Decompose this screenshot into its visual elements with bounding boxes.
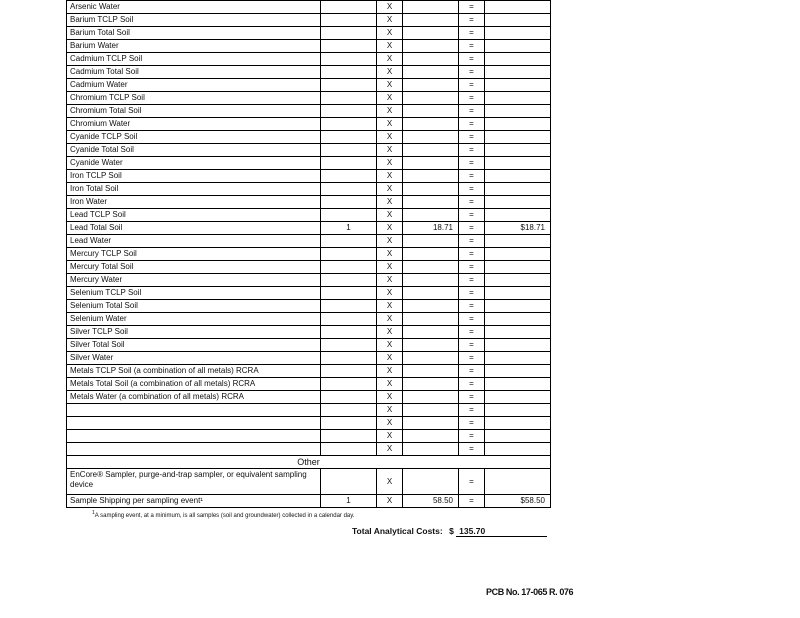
table-row	[67, 183, 551, 196]
multiply-cell: X	[377, 248, 403, 261]
table-row	[67, 14, 551, 27]
equals-cell: =	[459, 378, 485, 391]
unit-cost-cell	[403, 404, 459, 417]
item-cell	[67, 430, 321, 443]
item-cell: Mercury TCLP Soil	[67, 248, 321, 261]
unit-cost-cell	[403, 27, 459, 40]
section-row-other	[67, 456, 551, 469]
quantity-cell	[321, 378, 377, 391]
line-total-cell	[485, 53, 551, 66]
equals-cell: =	[459, 170, 485, 183]
equals-cell: =	[459, 248, 485, 261]
multiply-cell: X	[377, 495, 403, 508]
table-row	[67, 105, 551, 118]
multiply-cell: X	[377, 274, 403, 287]
multiply-cell: X	[377, 391, 403, 404]
quantity-cell	[321, 391, 377, 404]
quantity-cell	[321, 183, 377, 196]
line-total-cell	[485, 131, 551, 144]
unit-cost-cell	[403, 378, 459, 391]
item-cell: Lead Total Soil	[67, 222, 321, 235]
line-total-cell	[485, 313, 551, 326]
line-total-cell	[485, 300, 551, 313]
unit-cost-cell	[403, 430, 459, 443]
equals-cell: =	[459, 300, 485, 313]
table-row	[67, 196, 551, 209]
multiply-cell: X	[377, 326, 403, 339]
table-row	[67, 118, 551, 131]
table-row	[67, 92, 551, 105]
line-total-cell	[485, 404, 551, 417]
quantity-cell	[321, 430, 377, 443]
multiply-cell: X	[377, 365, 403, 378]
equals-cell: =	[459, 443, 485, 456]
unit-cost-cell	[403, 339, 459, 352]
item-cell: Mercury Water	[67, 274, 321, 287]
multiply-cell: X	[377, 92, 403, 105]
line-total-cell	[485, 274, 551, 287]
item-cell: Iron Water	[67, 196, 321, 209]
equals-cell: =	[459, 118, 485, 131]
equals-cell: =	[459, 1, 485, 14]
line-total-cell	[485, 339, 551, 352]
item-cell: Iron TCLP Soil	[67, 170, 321, 183]
unit-cost-cell: 58.50	[403, 495, 459, 508]
equals-cell: =	[459, 404, 485, 417]
unit-cost-cell	[403, 196, 459, 209]
unit-cost-cell	[403, 53, 459, 66]
equals-cell: =	[459, 92, 485, 105]
table-row	[67, 209, 551, 222]
item-cell: Cadmium Water	[67, 79, 321, 92]
unit-cost-cell: 18.71	[403, 222, 459, 235]
item-cell: Selenium Water	[67, 313, 321, 326]
quantity-cell	[321, 66, 377, 79]
multiply-cell: X	[377, 105, 403, 118]
unit-cost-cell	[403, 144, 459, 157]
unit-cost-cell	[403, 170, 459, 183]
multiply-cell: X	[377, 339, 403, 352]
item-cell: Arsenic Water	[67, 1, 321, 14]
unit-cost-cell	[403, 1, 459, 14]
item-cell: Chromium TCLP Soil	[67, 92, 321, 105]
multiply-cell: X	[377, 66, 403, 79]
unit-cost-cell	[403, 131, 459, 144]
table-row	[67, 170, 551, 183]
line-total-cell	[485, 92, 551, 105]
item-cell: Silver TCLP Soil	[67, 326, 321, 339]
table-row	[67, 222, 551, 235]
line-total-cell	[485, 105, 551, 118]
unit-cost-cell	[403, 326, 459, 339]
multiply-cell: X	[377, 183, 403, 196]
unit-cost-cell	[403, 391, 459, 404]
section-heading-other: Other	[67, 456, 551, 469]
item-cell: Cyanide TCLP Soil	[67, 131, 321, 144]
quantity-cell	[321, 14, 377, 27]
quantity-cell	[321, 469, 377, 495]
table-row	[67, 66, 551, 79]
line-total-cell	[485, 469, 551, 495]
line-total-cell	[485, 417, 551, 430]
table-row	[67, 157, 551, 170]
equals-cell: =	[459, 79, 485, 92]
item-cell: Cyanide Total Soil	[67, 144, 321, 157]
multiply-cell: X	[377, 40, 403, 53]
total-label: Total Analytical Costs:	[352, 526, 443, 536]
multiply-cell: X	[377, 443, 403, 456]
item-cell: Metals Water (a combination of all metals) RCRA	[67, 391, 321, 404]
equals-cell: =	[459, 209, 485, 222]
line-total-cell	[485, 144, 551, 157]
unit-cost-cell	[403, 443, 459, 456]
quantity-cell	[321, 274, 377, 287]
total-currency: $	[449, 526, 454, 536]
equals-cell: =	[459, 274, 485, 287]
multiply-cell: X	[377, 144, 403, 157]
multiply-cell: X	[377, 430, 403, 443]
multiply-cell: X	[377, 469, 403, 495]
equals-cell: =	[459, 391, 485, 404]
quantity-cell	[321, 209, 377, 222]
line-total-cell: $18.71	[485, 222, 551, 235]
line-total-cell	[485, 261, 551, 274]
multiply-cell: X	[377, 14, 403, 27]
quantity-cell	[321, 352, 377, 365]
equals-cell: =	[459, 287, 485, 300]
quantity-cell	[321, 417, 377, 430]
equals-cell: =	[459, 53, 485, 66]
table-row	[67, 53, 551, 66]
quantity-cell	[321, 131, 377, 144]
item-cell: Lead Water	[67, 235, 321, 248]
line-total-cell	[485, 196, 551, 209]
table-row	[67, 495, 551, 508]
item-cell: Chromium Total Soil	[67, 105, 321, 118]
line-total-cell	[485, 157, 551, 170]
quantity-cell: 1	[321, 495, 377, 508]
item-cell: Barium Water	[67, 40, 321, 53]
item-cell: Metals TCLP Soil (a combination of all metals) RCRA	[67, 365, 321, 378]
item-cell: Selenium Total Soil	[67, 300, 321, 313]
table-row	[67, 469, 551, 495]
quantity-cell	[321, 248, 377, 261]
quantity-cell	[321, 443, 377, 456]
unit-cost-cell	[403, 40, 459, 53]
quantity-cell	[321, 105, 377, 118]
item-cell	[67, 404, 321, 417]
unit-cost-cell	[403, 469, 459, 495]
table-row	[67, 404, 551, 417]
multiply-cell: X	[377, 313, 403, 326]
multiply-cell: X	[377, 53, 403, 66]
footnote	[92, 510, 354, 519]
line-total-cell	[485, 352, 551, 365]
unit-cost-cell	[403, 274, 459, 287]
unit-cost-cell	[403, 14, 459, 27]
item-cell: Sample Shipping per sampling event¹	[67, 495, 321, 508]
table-row	[67, 40, 551, 53]
equals-cell: =	[459, 326, 485, 339]
item-cell: Selenium TCLP Soil	[67, 287, 321, 300]
quantity-cell	[321, 27, 377, 40]
equals-cell: =	[459, 430, 485, 443]
equals-cell: =	[459, 40, 485, 53]
equals-cell: =	[459, 495, 485, 508]
multiply-cell: X	[377, 157, 403, 170]
table-row	[67, 27, 551, 40]
line-total-cell	[485, 27, 551, 40]
equals-cell: =	[459, 365, 485, 378]
multiply-cell: X	[377, 352, 403, 365]
multiply-cell: X	[377, 131, 403, 144]
quantity-cell	[321, 118, 377, 131]
table-row	[67, 79, 551, 92]
quantity-cell	[321, 92, 377, 105]
line-total-cell	[485, 391, 551, 404]
multiply-cell: X	[377, 235, 403, 248]
unit-cost-cell	[403, 66, 459, 79]
equals-cell: =	[459, 157, 485, 170]
quantity-cell	[321, 235, 377, 248]
table-row	[67, 339, 551, 352]
multiply-cell: X	[377, 378, 403, 391]
table-row	[67, 443, 551, 456]
table-row	[67, 313, 551, 326]
equals-cell: =	[459, 196, 485, 209]
equals-cell: =	[459, 469, 485, 495]
line-total-cell	[485, 326, 551, 339]
line-total-cell	[485, 40, 551, 53]
multiply-cell: X	[377, 222, 403, 235]
multiply-cell: X	[377, 79, 403, 92]
multiply-cell: X	[377, 170, 403, 183]
item-cell: Cadmium Total Soil	[67, 66, 321, 79]
line-total-cell	[485, 14, 551, 27]
multiply-cell: X	[377, 287, 403, 300]
quantity-cell	[321, 300, 377, 313]
equals-cell: =	[459, 105, 485, 118]
quantity-cell	[321, 287, 377, 300]
table-row	[67, 430, 551, 443]
quantity-cell: 1	[321, 222, 377, 235]
item-cell: Barium TCLP Soil	[67, 14, 321, 27]
table-row	[67, 391, 551, 404]
multiply-cell: X	[377, 196, 403, 209]
line-total-cell	[485, 287, 551, 300]
multiply-cell: X	[377, 261, 403, 274]
line-total-cell	[485, 430, 551, 443]
table-row	[67, 131, 551, 144]
line-total-cell	[485, 365, 551, 378]
unit-cost-cell	[403, 183, 459, 196]
table-row	[67, 144, 551, 157]
equals-cell: =	[459, 144, 485, 157]
footnote-text: A sampling event, at a minimum, is all samples (soil and groundwater) collected in a calendar day.	[94, 513, 355, 519]
unit-cost-cell	[403, 287, 459, 300]
quantity-cell	[321, 261, 377, 274]
line-total-cell: $58.50	[485, 495, 551, 508]
item-cell: Lead TCLP Soil	[67, 209, 321, 222]
unit-cost-cell	[403, 261, 459, 274]
unit-cost-cell	[403, 79, 459, 92]
equals-cell: =	[459, 183, 485, 196]
multiply-cell: X	[377, 27, 403, 40]
quantity-cell	[321, 404, 377, 417]
unit-cost-cell	[403, 92, 459, 105]
item-cell: Cyanide Water	[67, 157, 321, 170]
unit-cost-cell	[403, 235, 459, 248]
multiply-cell: X	[377, 404, 403, 417]
total-amount: 135.70	[456, 526, 547, 537]
line-total-cell	[485, 378, 551, 391]
table-row	[67, 287, 551, 300]
table-row	[67, 235, 551, 248]
multiply-cell: X	[377, 1, 403, 14]
line-total-cell	[485, 183, 551, 196]
unit-cost-cell	[403, 300, 459, 313]
quantity-cell	[321, 53, 377, 66]
line-total-cell	[485, 209, 551, 222]
table-row	[67, 261, 551, 274]
unit-cost-cell	[403, 118, 459, 131]
item-cell	[67, 443, 321, 456]
line-total-cell	[485, 66, 551, 79]
table-row	[67, 378, 551, 391]
quantity-cell	[321, 196, 377, 209]
item-cell: Silver Water	[67, 352, 321, 365]
multiply-cell: X	[377, 300, 403, 313]
unit-cost-cell	[403, 157, 459, 170]
equals-cell: =	[459, 339, 485, 352]
table-row	[67, 352, 551, 365]
quantity-cell	[321, 144, 377, 157]
item-cell: EnCore® Sampler, purge-and-trap sampler, or equivalent sampling device	[67, 469, 321, 495]
table-row	[67, 365, 551, 378]
equals-cell: =	[459, 27, 485, 40]
quantity-cell	[321, 326, 377, 339]
total-analytical-costs	[352, 526, 547, 537]
item-cell: Mercury Total Soil	[67, 261, 321, 274]
equals-cell: =	[459, 417, 485, 430]
quantity-cell	[321, 313, 377, 326]
line-total-cell	[485, 248, 551, 261]
unit-cost-cell	[403, 313, 459, 326]
quantity-cell	[321, 170, 377, 183]
unit-cost-cell	[403, 417, 459, 430]
cost-table	[66, 0, 551, 508]
unit-cost-cell	[403, 352, 459, 365]
line-total-cell	[485, 170, 551, 183]
equals-cell: =	[459, 131, 485, 144]
item-cell: Silver Total Soil	[67, 339, 321, 352]
line-total-cell	[485, 79, 551, 92]
table-row	[67, 326, 551, 339]
multiply-cell: X	[377, 417, 403, 430]
line-total-cell	[485, 1, 551, 14]
footnote-mark: 1	[92, 510, 95, 516]
unit-cost-cell	[403, 248, 459, 261]
item-cell: Cadmium TCLP Soil	[67, 53, 321, 66]
equals-cell: =	[459, 352, 485, 365]
multiply-cell: X	[377, 209, 403, 222]
item-cell: Chromium Water	[67, 118, 321, 131]
table-row	[67, 248, 551, 261]
item-cell	[67, 417, 321, 430]
unit-cost-cell	[403, 105, 459, 118]
item-cell: Iron Total Soil	[67, 183, 321, 196]
equals-cell: =	[459, 66, 485, 79]
line-total-cell	[485, 235, 551, 248]
table-row	[67, 300, 551, 313]
item-cell: Barium Total Soil	[67, 27, 321, 40]
table-row	[67, 274, 551, 287]
unit-cost-cell	[403, 209, 459, 222]
item-cell: Metals Total Soil (a combination of all metals) RCRA	[67, 378, 321, 391]
equals-cell: =	[459, 313, 485, 326]
quantity-cell	[321, 157, 377, 170]
line-total-cell	[485, 443, 551, 456]
quantity-cell	[321, 79, 377, 92]
table-row	[67, 1, 551, 14]
quantity-cell	[321, 40, 377, 53]
line-total-cell	[485, 118, 551, 131]
case-reference: PCB No. 17-065 R. 076	[486, 587, 574, 597]
equals-cell: =	[459, 14, 485, 27]
quantity-cell	[321, 365, 377, 378]
quantity-cell	[321, 339, 377, 352]
table-row	[67, 417, 551, 430]
equals-cell: =	[459, 235, 485, 248]
equals-cell: =	[459, 261, 485, 274]
quantity-cell	[321, 1, 377, 14]
multiply-cell: X	[377, 118, 403, 131]
equals-cell: =	[459, 222, 485, 235]
unit-cost-cell	[403, 365, 459, 378]
